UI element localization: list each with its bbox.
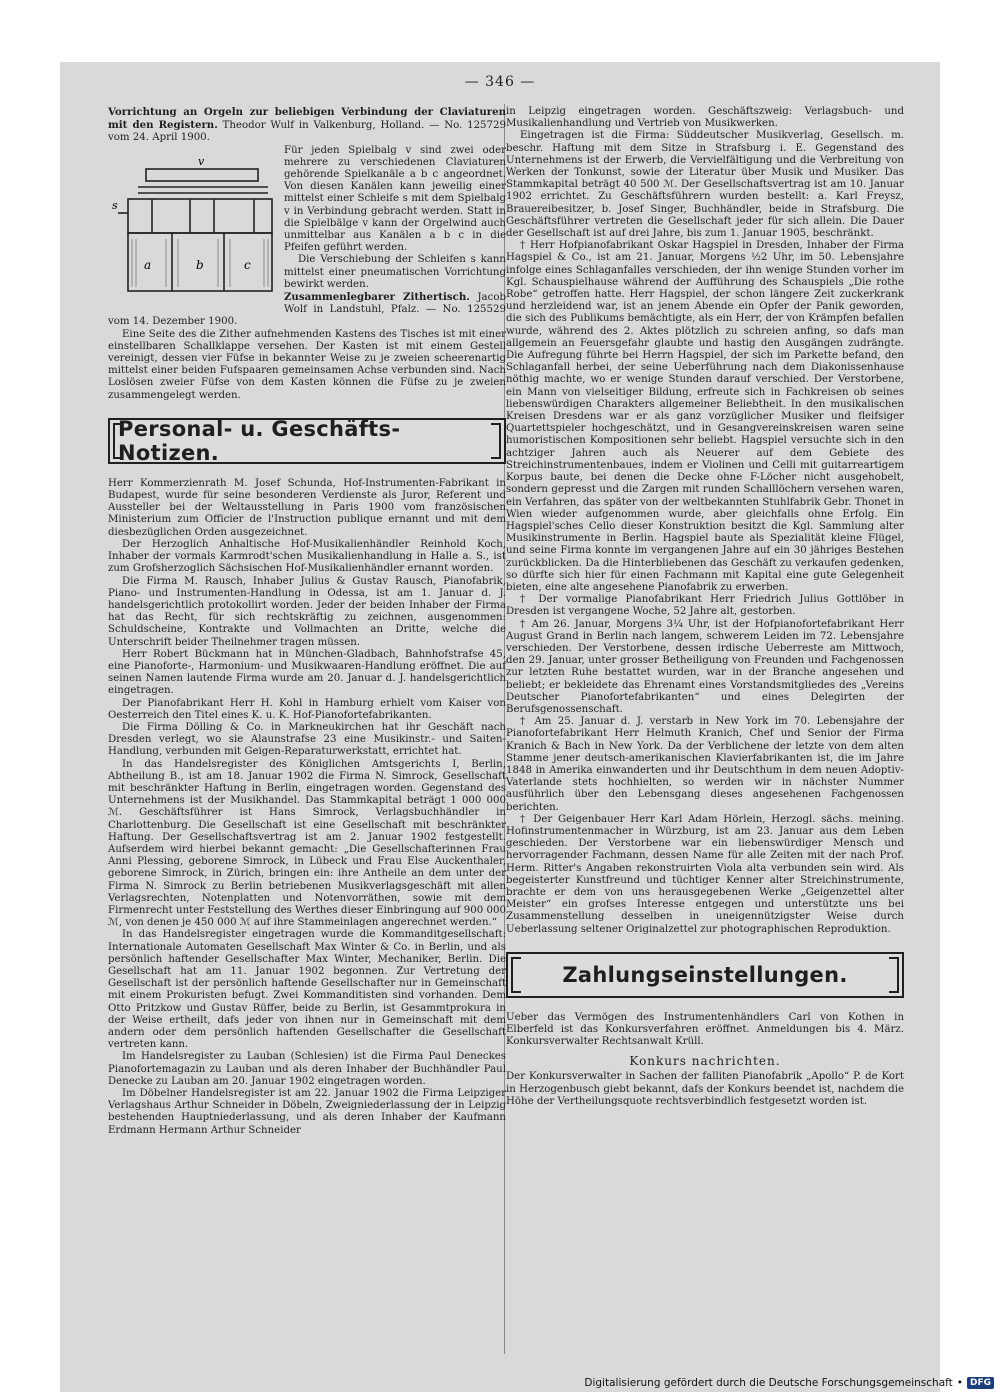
obituary-grand: † Am 26. Januar, Morgens 3¼ Uhr, ist der Hofpianofortefabrikant Herr August Grand in Berlin nach langem, schwerem Leiden im 72. Lebensjahre verschieden. Der Verstorbene, dessen irdische Ueberreste am Mittwoch, den 29. Januar, unter grosser Betheiligung von Freunden und Fachgenossen zur letzten Ruhe bestattet wurden, war in der Branche angesehen und beliebt; er bekleidete das Ehrenamt eines Vorstandsmitgliedes des „Vereins Deutscher Pianofortefabrikanten“ und eines Delegirten der Berufsgenossenschaft. xyxy=(506,618,904,715)
section-heading-personal-text: Personal- u. Geschäfts-Notizen. xyxy=(118,416,401,465)
patent-zither-info: Jacob Wolf in Landstuhl, Pfalz. — No. 125529 vom 14. Dezember 1900. xyxy=(108,292,506,328)
subheading-konkurs: Konkurs nachrichten. xyxy=(629,1054,781,1069)
obituary-gottloeber: † Der vormalige Pianofabrikant Herr Friedrich Julius Gottlöber in Dresden ist vergangene Woche, 52 Jahre alt, gestorben. xyxy=(506,594,904,618)
notice-schunda: Herr Kommerzienrath M. Josef Schunda, Hof-Instrumenten-Fabrikant in Budapest, wurde für seine besonderen Verdienste als Juror, Referent und Aussteller bei der Weltausstellung in Paris 1900 vom französischen Ministerium zum Officier de l'Instruction publique ernannt und mit dem diesbezüglichen Orden ausgezeichnet. xyxy=(108,477,506,538)
notice-sueddeutscher: Eingetragen ist die Firma: Süddeutscher Musikverlag, Gesellsch. m. beschr. Haftung mit dem Sitze in Strafsburg i. E. Gegenstand des Unternehmens ist der Erwerb, die Vervielfältigung und die Verbreitung von Werken der Tonkunst, sowie der Literatur über Musik und Musiker. Das Stammkapital beträgt 40 500 ℳ. Der Gesellschaftsvertrag ist am 10. Januar 1902 errichtet. Zu Geschäftsführern wurden bestellt: a. Karl Freysz, Brauereibesitzer, b. Josef Singer, Buchhändler, beide in Strafsburg. Die Geschäftsführer vertreten die Gesellschaft jeder für sich allein. Die Dauer der Gesellschaft ist auf drei Jahre, bis zum 1. Januar 1905, beschränkt. xyxy=(506,130,904,240)
notice-kohl: Der Pianofabrikant Herr H. Kohl in Hamburg erhielt vom Kaiser von Oesterreich den Titel eines K. u. K. Hof-Pianofortefabrikanten. xyxy=(108,697,506,721)
section-heading-personal xyxy=(108,418,506,464)
notice-schneider-cont: in Leipzig eingetragen worden. Geschäftszweig: Verlagsbuch- und Musikalienhandlung und Vertrieb von Musikwerken. xyxy=(506,106,904,130)
figure-label-a: a xyxy=(144,257,152,272)
notice-schneider: Im Döbelner Handelsregister ist am 22. Januar 1902 die Firma Leipziger Verlagshaus Arthur Schneider in Döbeln, Zweigniederlassung der in Leipzig bestehenden Hauptniederlassung, und als deren Inhaber der Kaufmann Erdmann Hermann Arthur Schneider xyxy=(108,1088,506,1136)
patent-zither-desc: Eine Seite des die Zither aufnehmenden Kastens des Tisches ist mit einer einstellbaren Schallklappe versehen. Der Kasten ist mit einem Gestell vereinigt, dessen vier Füfse in bekannter Weise zu je zweien scheerenartig mittelst einer beiden Fufspaaren gemeinsamen Achse verbunden sind. Nach Loslösen zweier Füfse von dem Kasten können die Füfse zu je zweien zusammengelegt werden. xyxy=(108,328,506,401)
right-column xyxy=(506,106,904,1108)
figure-label-s: s xyxy=(112,198,118,212)
obituary-hoerlein: † Der Geigenbauer Herr Karl Adam Hörlein, Herzogl. sächs. meining. Hofinstrumentenmacher in Würzburg, ist am 23. Januar aus dem Leben geschieden. Der Verstorbene war ein liebenswürdiger Mensch und hervorragender Fachmann, dessen Name für alle Zeiten mit der nach Prof. Herm. Ritter's Angaben rekonstruirten Viola alta verbunden sein wird. Als begeisterter Kunstfreund und tüchtiger Kenner alter Streichinstrumente, brachte er dem von uns herausgegebenen Werke „Geigenzettel alter Meister“ ein grofses Interesse entgegen und unterstützte uns bei Zusammenstellung desselben in uneigennützigster Weise durch Ueberlassung seltener Originalzettel zur photographischen Reproduktion. xyxy=(506,813,904,935)
patent-zither-title: Zusammenlegbarer Zithertisch. xyxy=(284,291,470,304)
digitization-credit xyxy=(584,1377,994,1389)
page-number: — 346 — xyxy=(464,74,536,90)
newspaper-page xyxy=(60,62,940,1392)
left-column xyxy=(108,106,506,1137)
footer-text: Digitalisierung gefördert durch die Deutsche Forschungsgemeinschaft xyxy=(584,1377,953,1389)
patent-organ-entry xyxy=(108,106,506,145)
section-heading-zahlung-text: Zahlungseinstellungen. xyxy=(562,962,848,987)
obituary-hagspiel: † Herr Hofpianofabrikant Oskar Hagspiel in Dresden, Inhaber der Firma Hagspiel & Co., ist am 21. Januar, Morgens ½2 Uhr, im 50. Lebensjahre infolge eines Schlaganfalles verschieden, der ihn wenige Stunden vorher im Kgl. Schauspielhause während der Aufführung des Schauspiels „Die rothe Robe“ getroffen hatte. Herr Hagspiel, der schon längere Zeit zuckerkrank und herzleidend war, ist an jenem Abende ein Opfer der Panik geworden, die sich des Publikums bemächtigte, als ein Herr, der von Krämpfen befallen wurde, während des 2. Aktes plötzlich zu schreien anfing, so dafs man allgemein an Feuersgefahr glaubte und hastig den Ausgängen zudrängte. Die Aufregung führte bei Herrn Hagspiel, der sich im Parkette befand, den Schlaganfall herbei, der seine Ueberführung nach dem Diakonissenhause nöthig machte, wo er wenige Stunden darauf verschied. Der Verstorbene, ein Mann von vielseitiger Bildung, erfreute sich in Fachkreisen ob seines liebenswürdigen Charakters allgemeiner Beliebtheit. In den musikalischen Kreisen Dresdens war er als ganz vorzüglicher Musiker und fleifsiger Quartettspieler hochgeschätzt, und in Gesangvereinskreisen waren seine humoristischen Kompositionen sehr beliebt. Hagspiel versuchte sich in den achtziger Jahren auch als Neuerer auf dem Gebiete des Streichinstrumentenbaues, indem er Violinen und Celli mit guitarreartigem Korpus baute, bei denen die Decke ohne F-Löcher nicht ausgehobelt, sondern gepresst und die Zargen mit runden Schalllöchern versehen waren, ein Verfahren, das später von der weltbekannten Stuhlfabrik Gebr. Thonet in Wien wieder aufgenommen wurde, aber gleichfalls ohne Erfolg. Ein Hagspiel'sches Cello dieser Konstruktion besitzt die Kgl. Sammlung alter Musikinstrumente in Berlin. Hagspiel baute als Spezialität kleine Flügel, und seine Firma konnte im vergangenen Jahre auf ein 30 jähriges Bestehen zurückblicken. Da die Hinterbliebenen das Geschäft zu verkaufen gedenken, so dürfte sich hier für einen Fachmann mit Kapital eine gute Gelegenheit bieten, eine alte angesehene Pianofabrik zu erwerben. xyxy=(506,240,904,593)
notice-kothen: Ueber das Vermögen des Instrumentenhändlers Carl von Kothen in Elberfeld ist das Konkursverfahren eröffnet. Anmeldungen bis 4. März. Konkursverwalter Rechtsanwalt Krüll. xyxy=(506,1011,904,1048)
figure-label-c: c xyxy=(244,257,251,272)
notice-winter: In das Handelsregister eingetragen wurde die Kommanditgesellschaft: Internationale Automaten Gesellschaft Max Winter & Co. in Berlin, und als persönlich haftender Gesellschafter Max Winter, Mechaniker, Berlin. Die Gesellschaft hat am 11. Januar 1902 begonnen. Zur Vertretung der Gesellschaft ist der persönlich haftende Gesellschafter nur in Gemeinschaft mit einem Prokuristen befugt. Zwei Kommanditisten sind vorhanden. Dem Otto Pritzkow und Gustav Rüffer, beide zu Berlin, ist Gesammtprokura in der Weise ertheilt, dafs jeder von ihnen nur in Gemeinschaft mit dem andern oder dem persönlich haftenden Gesellschafter die Gesellschaft vertreten kann. xyxy=(108,929,506,1051)
organ-wind-chest-figure xyxy=(108,147,276,313)
notice-koch: Der Herzoglich Anhaltische Hof-Musikalienhändler Reinhold Koch, Inhaber der vormals Karmrodt'schen Musikalienhandlung in Halle a. S., ist zum Grofsherzoglich Sächsischen Hof-Musikalienhändler ernannt worden. xyxy=(108,538,506,575)
footer-separator: • xyxy=(956,1377,963,1389)
obituary-kranich: † Am 25. Januar d. J. verstarb in New York im 70. Lebensjahre der Pianofortefabrikant Herr Helmuth Kranich, Chef und Senior der Firma Kranich & Bach in New York. Da der Verblichene der letzte von dem alten Stamme jener deutsch-amerikanischen Klavierfabrikanten ist, die im Jahre 1848 in Amerika einwanderten und ihr Deutschthum in dem neuen Adoptiv-Vaterlande stets hochhielten, so werden wir in nächster Nummer ausführlich über den Lebensgang dieses angesehenen Fachgenossen berichten. xyxy=(506,716,904,813)
patent-organ-title: Vorrichtung an Orgeln zur beliebigen Verbindung der Claviaturen mit den Registern. xyxy=(108,106,506,132)
notice-bueckmann: Herr Robert Bückmann hat in München-Gladbach, Bahnhofstrafse 45, eine Pianoforte-, Harmonium- und Musikwaaren-Handlung eröffnet. Die auf seinen Namen lautende Firma wurde am 20. Januar d. J. handelsgerichtlich eingetragen. xyxy=(108,648,506,697)
notice-simrock: In das Handelsregister des Königlichen Amtsgerichts I, Berlin, Abtheilung B., ist am 18. Januar 1902 die Firma N. Simrock, Gesellschaft mit beschränkter Haftung in Berlin, eingetragen worden. Gegenstand des Unternehmens ist der Musikhandel. Das Stammkapital beträgt 1 000 000 ℳ. Geschäftsführer ist Hans Simrock, Verlagsbuchhändler in Charlottenburg. Die Gesellschaft ist eine Gesellschaft mit beschränkter Haftung. Der Gesellschaftsvertrag ist am 2. Januar 1902 festgestellt. Aufserdem wird hierbei bekannt gemacht: „Die Gesellschafterinnen Frau Anni Plessing, geborene Simrock, in Lübeck und Frau Else Auckenthaler, geborene Simrock, in Zürich, bringen ein: ihre Antheile an dem unter der Firma N. Simrock zu Berlin betriebenen Musikverlagsgeschäft mit allen Verlagsrechten, Notenplatten und Notenvorräthen, sowie mit dem Firmenrecht unter Feststellung des Werthes dieser Einbringung auf 900 000 ℳ, von denen je 450 000 ℳ auf ihre Stammeinlagen angerechnet werden.“ xyxy=(108,758,506,929)
dfg-logo: DFG xyxy=(967,1377,994,1389)
patent-organ-desc-2: Die Verschiebung der Schleifen s kann mittelst einer pneumatischen Vorrichtung bewirkt werden. xyxy=(284,254,506,290)
section-heading-zahlung xyxy=(506,952,904,998)
patent-organ-info: Theodor Wulf in Valkenburg, Holland. — No. 125729 vom 24. April 1900. xyxy=(108,120,506,144)
notice-denecke: Im Handelsregister zu Lauban (Schlesien) ist die Firma Paul Deneckes Pianofortemagazin zu Lauban und als deren Inhaber der Buchhändler Paul Denecke zu Lauban am 20. Januar 1902 eingetragen worden. xyxy=(108,1051,506,1087)
notice-rausch: Die Firma M. Rausch, Inhaber Julius & Gustav Rausch, Pianofabrik, Piano- und Instrumenten-Handlung in Odessa, ist am 1. Januar d. J. handelsgerichtlich protokollirt worden. Jeder der beiden Inhaber der Firma hat das Recht, für sich rechtskräftig zu zeichnen, ausgenommen: Schuldscheine, Kontrakte und Vollmachten an Dritte, welche die Unterschrift beider Theilnehmer tragen müssen. xyxy=(108,575,506,648)
notice-apollo: Der Konkursverwalter in Sachen der falliten Pianofabrik „Apollo“ P. de Kort in Herzogenbusch giebt bekannt, dafs der Konkurs beendet ist, nachdem die Höhe der Vertheilungsquote rechtsverbindlich festgesetzt worden ist. xyxy=(506,1071,904,1107)
figure-label-v: v xyxy=(198,154,205,168)
notice-doelling: Die Firma Dölling & Co. in Markneukirchen hat ihr Geschäft nach Dresden verlegt, wo sie Alaunstrafse 23 eine Musikinstr.- und Saiten-Handlung, verbunden mit Geigen-Reparaturwerkstatt, errichtet hat. xyxy=(108,721,506,758)
patent-organ-desc: Für jeden Spielbalg v sind zwei oder mehrere zu verschiedenen Claviaturen gehörende Spielkanäle a b c angeordnet. Von diesen Kanälen kann jeweilig einer mittelst einer Schleife s mit dem Spielbalg v in Verbindung gebracht werden. Statt in die Spielbälge v kann der Orgelwind auch unmittelbar aus Kanälen a b c in die Pfeifen geführt werden. xyxy=(284,144,506,254)
organ-diagram xyxy=(108,147,276,313)
figure-label-b: b xyxy=(196,257,204,272)
